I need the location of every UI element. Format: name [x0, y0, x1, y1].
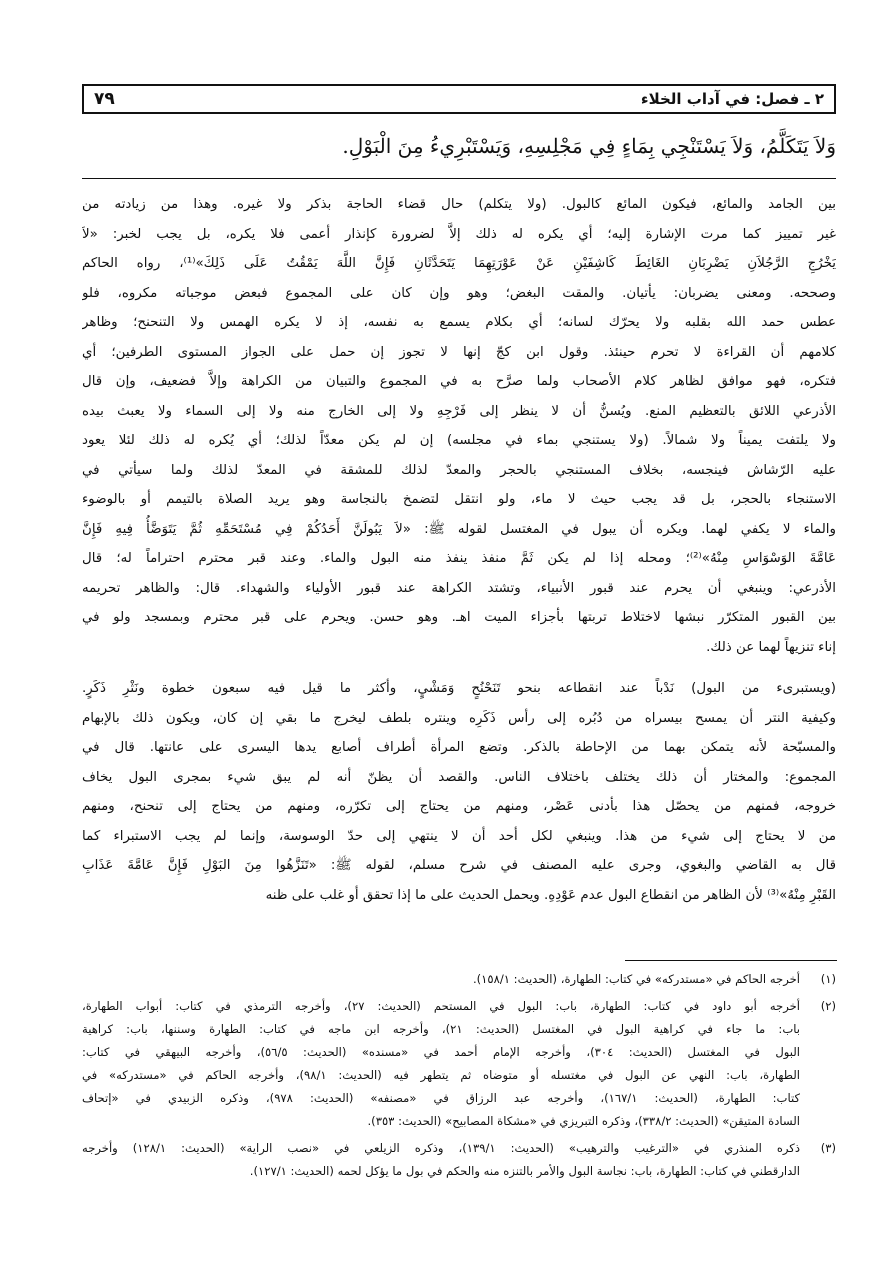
- text-line: المجموع: والمختار أن ذلك يختلف باختلاف الناس. والقصد أن يظنّ أنه لم يبق شيء بمجرى البول يخاف: [82, 769, 836, 785]
- text-line: وكيفية النتر أن يمسح بيسراه من دُبُره إلى رأس ذَكَرِه وينتره بلطف ليخرج ما بقي إن كان، ويكون ذلك بالإبهام: [82, 710, 836, 726]
- page-number: ٧٩: [94, 89, 115, 109]
- text-line: عليه الرّشاش فينجسه، بخلاف المستنجي بالحجر والمعدّ لذلك للمشقة في المعدّ لذلك ولما سيأتي في: [82, 462, 836, 478]
- footnote: [82, 995, 836, 1133]
- footnote: [82, 968, 836, 991]
- footnote-number: (٣): [820, 1141, 836, 1155]
- text-line: الأذرعي: وينبغي أن يحرم عند قبور الأنبياء، وتشتد الكراهة عند قبور الأولياء والشهداء. قال: والظاهر تحريمه: [82, 580, 836, 596]
- chapter-title: ٢ ـ فصل: في آداب الخلاء: [640, 90, 824, 108]
- text-line: عَامَّةَ الوَسْوَاسِ مِنْهُ»⁽²⁾؛ ومحله إذا لم يكن ثَمَّ منفذ ينفذ منه البول والماء. وعند قبر محترم احتراماً له؛ قال: [82, 551, 836, 566]
- matn-divider: [82, 178, 836, 179]
- commentary-paragraph-1: [82, 190, 836, 662]
- footnote-line: السادة المتيقن» (الحديث: ٣٣٨/٢)، وذكره التبريزي في «مشكاة المصابيح» (الحديث: ٣٥٣).: [367, 1114, 800, 1128]
- footnote-line: أخرجه الحاكم في «مستدركه» في كتاب: الطهارة، (الحديث: ١٥٨/١).: [472, 972, 800, 986]
- text-line: غير تمييز كما مرت الإشارة إليه؛ أي يكره له ذلك إلاَّ لضرورة كإنذار أعمى فلا يكره، بل يجب لخبر: «لاَ: [82, 226, 836, 242]
- footnote-line: الدارقطني في كتاب: الطهارة، باب: نجاسة البول والأمر بالتنزه منه والحكم في بول ما يؤكل لحمه (الحديث: ١٢٧/١).: [249, 1164, 800, 1178]
- text-line: بين الجامد والمائع، فيكون المائع كالبول. (ولا يتكلم) حال قضاء الحاجة بذكر ولا غيره. وهذا من زيادته من: [82, 197, 836, 212]
- text-line: من لا يحتاج إلى شيء من هذا. وينبغي لكل أحد أن لا ينتهي إلى حدّ الوسوسة، وإنما لم يجب الاستبراء كما: [82, 828, 836, 844]
- footnote-line: البول في المغتسل (الحديث: ٣٠٤)، وأخرجه الإمام أحمد في «مسنده» (الحديث: ٥٦/٥)، وأخرجه البيهقي في كتاب:: [82, 1045, 800, 1059]
- text-line: قال به القاضي والبغوي، وجرى عليه المصنف في شرح مسلم، لقوله ﷺ: «تَنَزَّهُوا مِنَ البَوْلِ فَإِنَّ عَامَّةَ عَذَابِ: [82, 858, 836, 873]
- text-line: كلامهم أن القراءة لا تحرم حينئذ. وقول ابن كجّ إنها لا تجوز إن حمل على الجواز المستوى الطرفين؛ أي: [82, 344, 836, 360]
- footnote-line: الطهارة، باب: النهي عن البول في مغتسله أو متوضاه ثم يتطهر فيه (الحديث: ٩٨/١)، وأخرجه الحاكم في «مستدركه» في: [82, 1068, 800, 1082]
- footnote-text: [82, 1137, 800, 1183]
- matn-text: وَلاَ يَتَكَلَّمُ، وَلاَ يَسْتَنْجِي بِمَاءٍ فِي مَجْلِسِهِ، وَيَسْتَبْرِيءُ مِنَ الْبَوْلِ.: [342, 134, 836, 158]
- footnote-text: [82, 995, 800, 1133]
- text-line: بين القبور المتكرّر نبشها لاختلاط تربتها بأجزاء الميت اهـ. وهو حسن. ويحرم على قبر محترم وبمسجد ولو في: [82, 610, 836, 625]
- commentary-text: [82, 190, 836, 910]
- text-line: الاستنجاء بالحجر، بل قد يجب حيث لا ماء، ولو انتقل لتضمخ بالنجاسة وهو يريد الصلاة بالتيمم أو بالوضوء: [82, 492, 836, 507]
- text-line: خروجه، فمنهم من يحصّل هذا بأدنى عَصْر، ومنهم من يحتاج إلى تكرّره، ومنهم من يحتاج إلى تنحنح، ومنهم: [82, 799, 836, 814]
- text-line: الأذرعي اللائق بالتعظيم المنع. ويُسنُّ أن لا ينظر إلى فَرْجِهِ ولا إلى الخارج منه ولا إلى السماء ولا يعبث بيده: [82, 403, 836, 419]
- footnote-divider: [625, 960, 837, 961]
- running-header: [82, 84, 836, 114]
- footnotes: [82, 968, 836, 1187]
- footnote-text: [82, 968, 800, 991]
- footnote-line: ذكره المنذري في «الترغيب والترهيب» (الحديث: ١٣٩/١)، وذكره الزيلعي في «نصب الراية» (الحديث: ١٢٨/١) وأخرجه: [82, 1141, 800, 1155]
- footnote-line: كتاب: الطهارة، (الحديث: ١٦٧/١)، وأخرجه عبد الرزاق في «مصنفه» (الحديث: ٩٧٨)، وذكره الزبيدي في «إتحاف: [82, 1091, 800, 1105]
- text-line: يَخْرُجِ الرَّجُلاَنِ يَضْرِبَانِ الغَائِطَ كَاشِفَيْنِ عَنْ عَوْرَتِهِمَا يَتَحَدَّثَانِ فَإِنَّ اللَّهَ يَمْقُتُ عَلَى ذَلِكَ»⁽¹⁾، رواه الحاكم: [82, 256, 836, 271]
- text-line: عطس حمد الله بقلبه ولا يحرّك لسانه؛ أي بكلام يسمع به نفسه، إذ لا يكره الهمس ولا التنحنح؛ وظاهر: [82, 315, 836, 330]
- text-line: (ويستبرىء من البول) نَدْباً عند انقطاعه بنحو تَنَحْنُحٍ وَمَشْيٍ، وأكثر ما قيل فيه سبعون خطوة ونَثْرِ ذَكَرٍ.: [82, 681, 836, 696]
- text-line: والماء لا يكفي لهما. ويكره أن يبول في المغتسل لقوله ﷺ: «لاَ يَبُولَنَّ أَحَدُكُمْ فِي مُسْتَحَمِّهِ ثُمَّ يَتَوَضَّأُ فِيهِ فَإِنَّ: [82, 521, 836, 537]
- text-line: القَبْرِ مِنْهُ»⁽³⁾ لأن الظاهر من انقطاع البول عدم عَوْدِهِ. ويحمل الحديث على ما إذا تحقق أو غلب على ظنه: [265, 887, 836, 903]
- text-line: وصححه. ومعنى يضربان: يأتيان. والمقت البغض؛ وهو وإن كان على المجموع فبعض موجباته مكروه، فلو: [82, 285, 836, 301]
- footnote-line: أخرجه أبو داود في كتاب: الطهارة، باب: البول في المستحم (الحديث: ٢٧)، وأخرجه الترمذي في كتاب: أبواب الطهارة،: [82, 999, 800, 1013]
- footnote-number: (٢): [820, 999, 836, 1013]
- commentary-paragraph-2: [82, 674, 836, 910]
- text-line: إناء تنزيهاً لهما عن ذلك.: [706, 639, 836, 655]
- footnote-number: (١): [820, 972, 836, 986]
- footnote-line: باب: ما جاء في كراهية البول في المغتسل (الحديث: ٢١)، وأخرجه ابن ماجه في كتاب: الطهارة وسننها، باب: كراهية: [82, 1022, 800, 1036]
- text-line: والمسبّحة لأنه يتمكن بهما من الإحاطة بالذكر. وتضع المرأة أطراف أصابع يدها اليسرى على عانتها. قال في: [82, 740, 836, 755]
- text-line: ولا يلتفت يميناً ولا شمالاً. (ولا يستنجي بماء في مجلسه) إن لم يكن معدّاً لذلك؛ أي يُكره له ذلك لئلا يعود: [82, 433, 836, 448]
- footnote: [82, 1137, 836, 1183]
- text-line: فتكره، فهو موافق لظاهر كلام الأصحاب ولما صرَّح به في المجموع والتبيان من الكراهة وإلاَّ فضعيف، وإن قال: [82, 374, 836, 389]
